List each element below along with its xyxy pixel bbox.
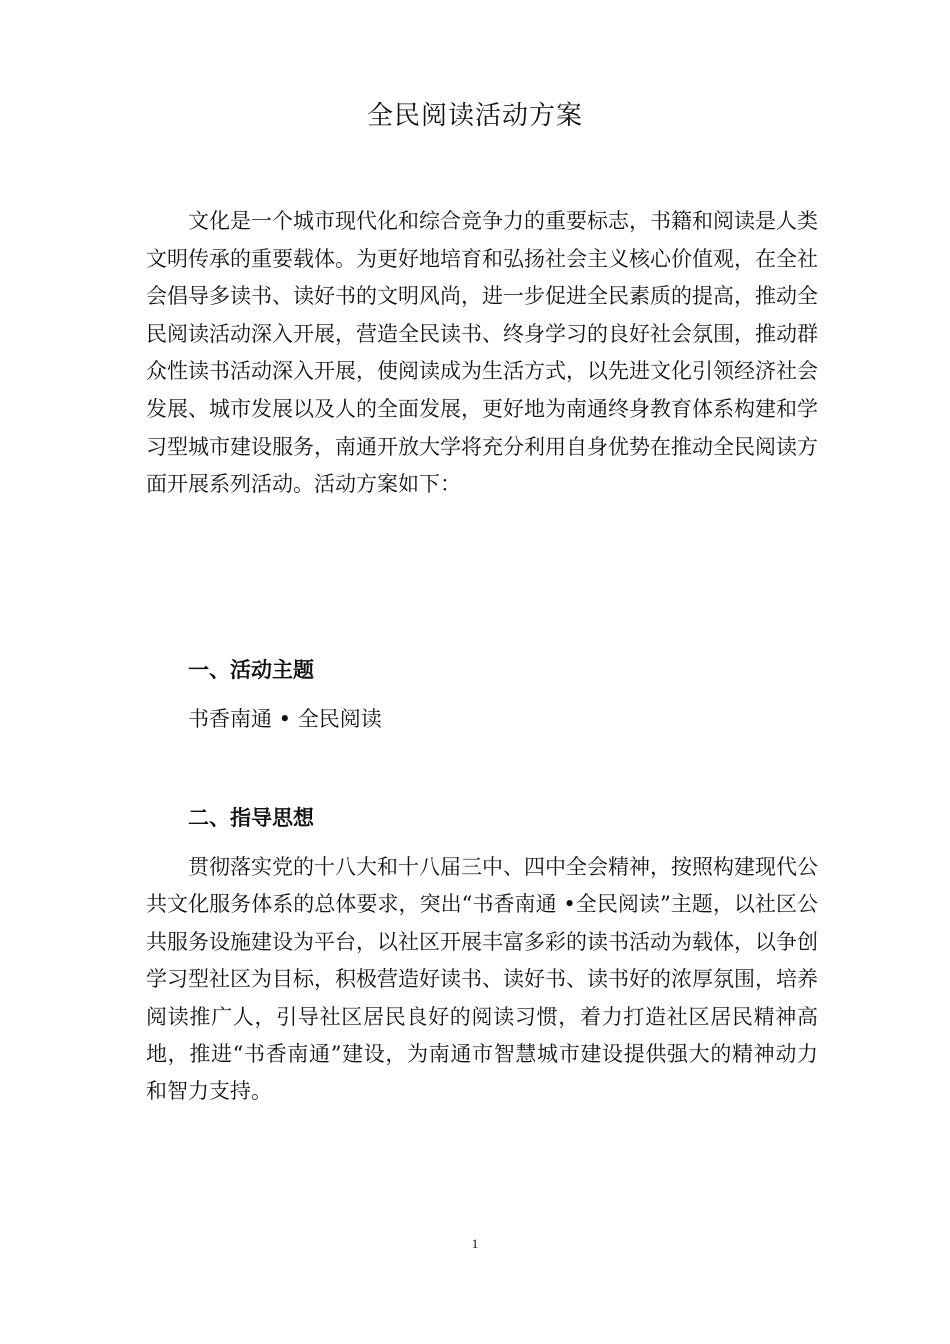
section-body-guiding-ideology: 贯彻落实党的十八大和十八届三中、四中全会精神，按照构建现代公共文化服务体系的总体要求，突出“书香南通 •全民阅读”主题，以社区公共服务设施建设为平台，以社区开展丰富多彩的读书活动为载体，以争创学习型社区为目标，积极营造好读书、读好书、读书好的浓厚氛围，培养阅读推广人，引导社区居民良好的阅读习惯，着力打造社区居民精神高地，推进“书香南通”建设，为南通市智慧城市建设提供强大的精神动力和智力支持。 bbox=[146, 855, 818, 1104]
section-heading-theme: 一、活动主题 bbox=[188, 658, 314, 682]
section-heading-guiding-ideology: 二、指导思想 bbox=[188, 806, 314, 830]
intro-paragraph: 文化是一个城市现代化和综合竞争力的重要标志，书籍和阅读是人类文明传承的重要载体。为更好地培育和弘扬社会主义核心价值观，在全社会倡导多读书、读好书的文明风尚，进一步促进全民素质的提高，推动全民阅读活动深入开展，营造全民读书、终身学习的良好社会氛围，推动群众性读书活动深入开展，使阅读成为生活方式，以先进文化引领经济社会发展、城市发展以及人的全面发展，更好地为南通终身教育体系构建和学习型城市建设服务，南通开放大学将充分利用自身优势在推动全民阅读方面开展系列活动。活动方案如下： bbox=[146, 209, 818, 497]
page-number: 1 bbox=[471, 1236, 479, 1251]
document-title: 全民阅读活动方案 bbox=[366, 101, 583, 131]
section-body-theme: 书香南通 • 全民阅读 bbox=[188, 707, 382, 731]
